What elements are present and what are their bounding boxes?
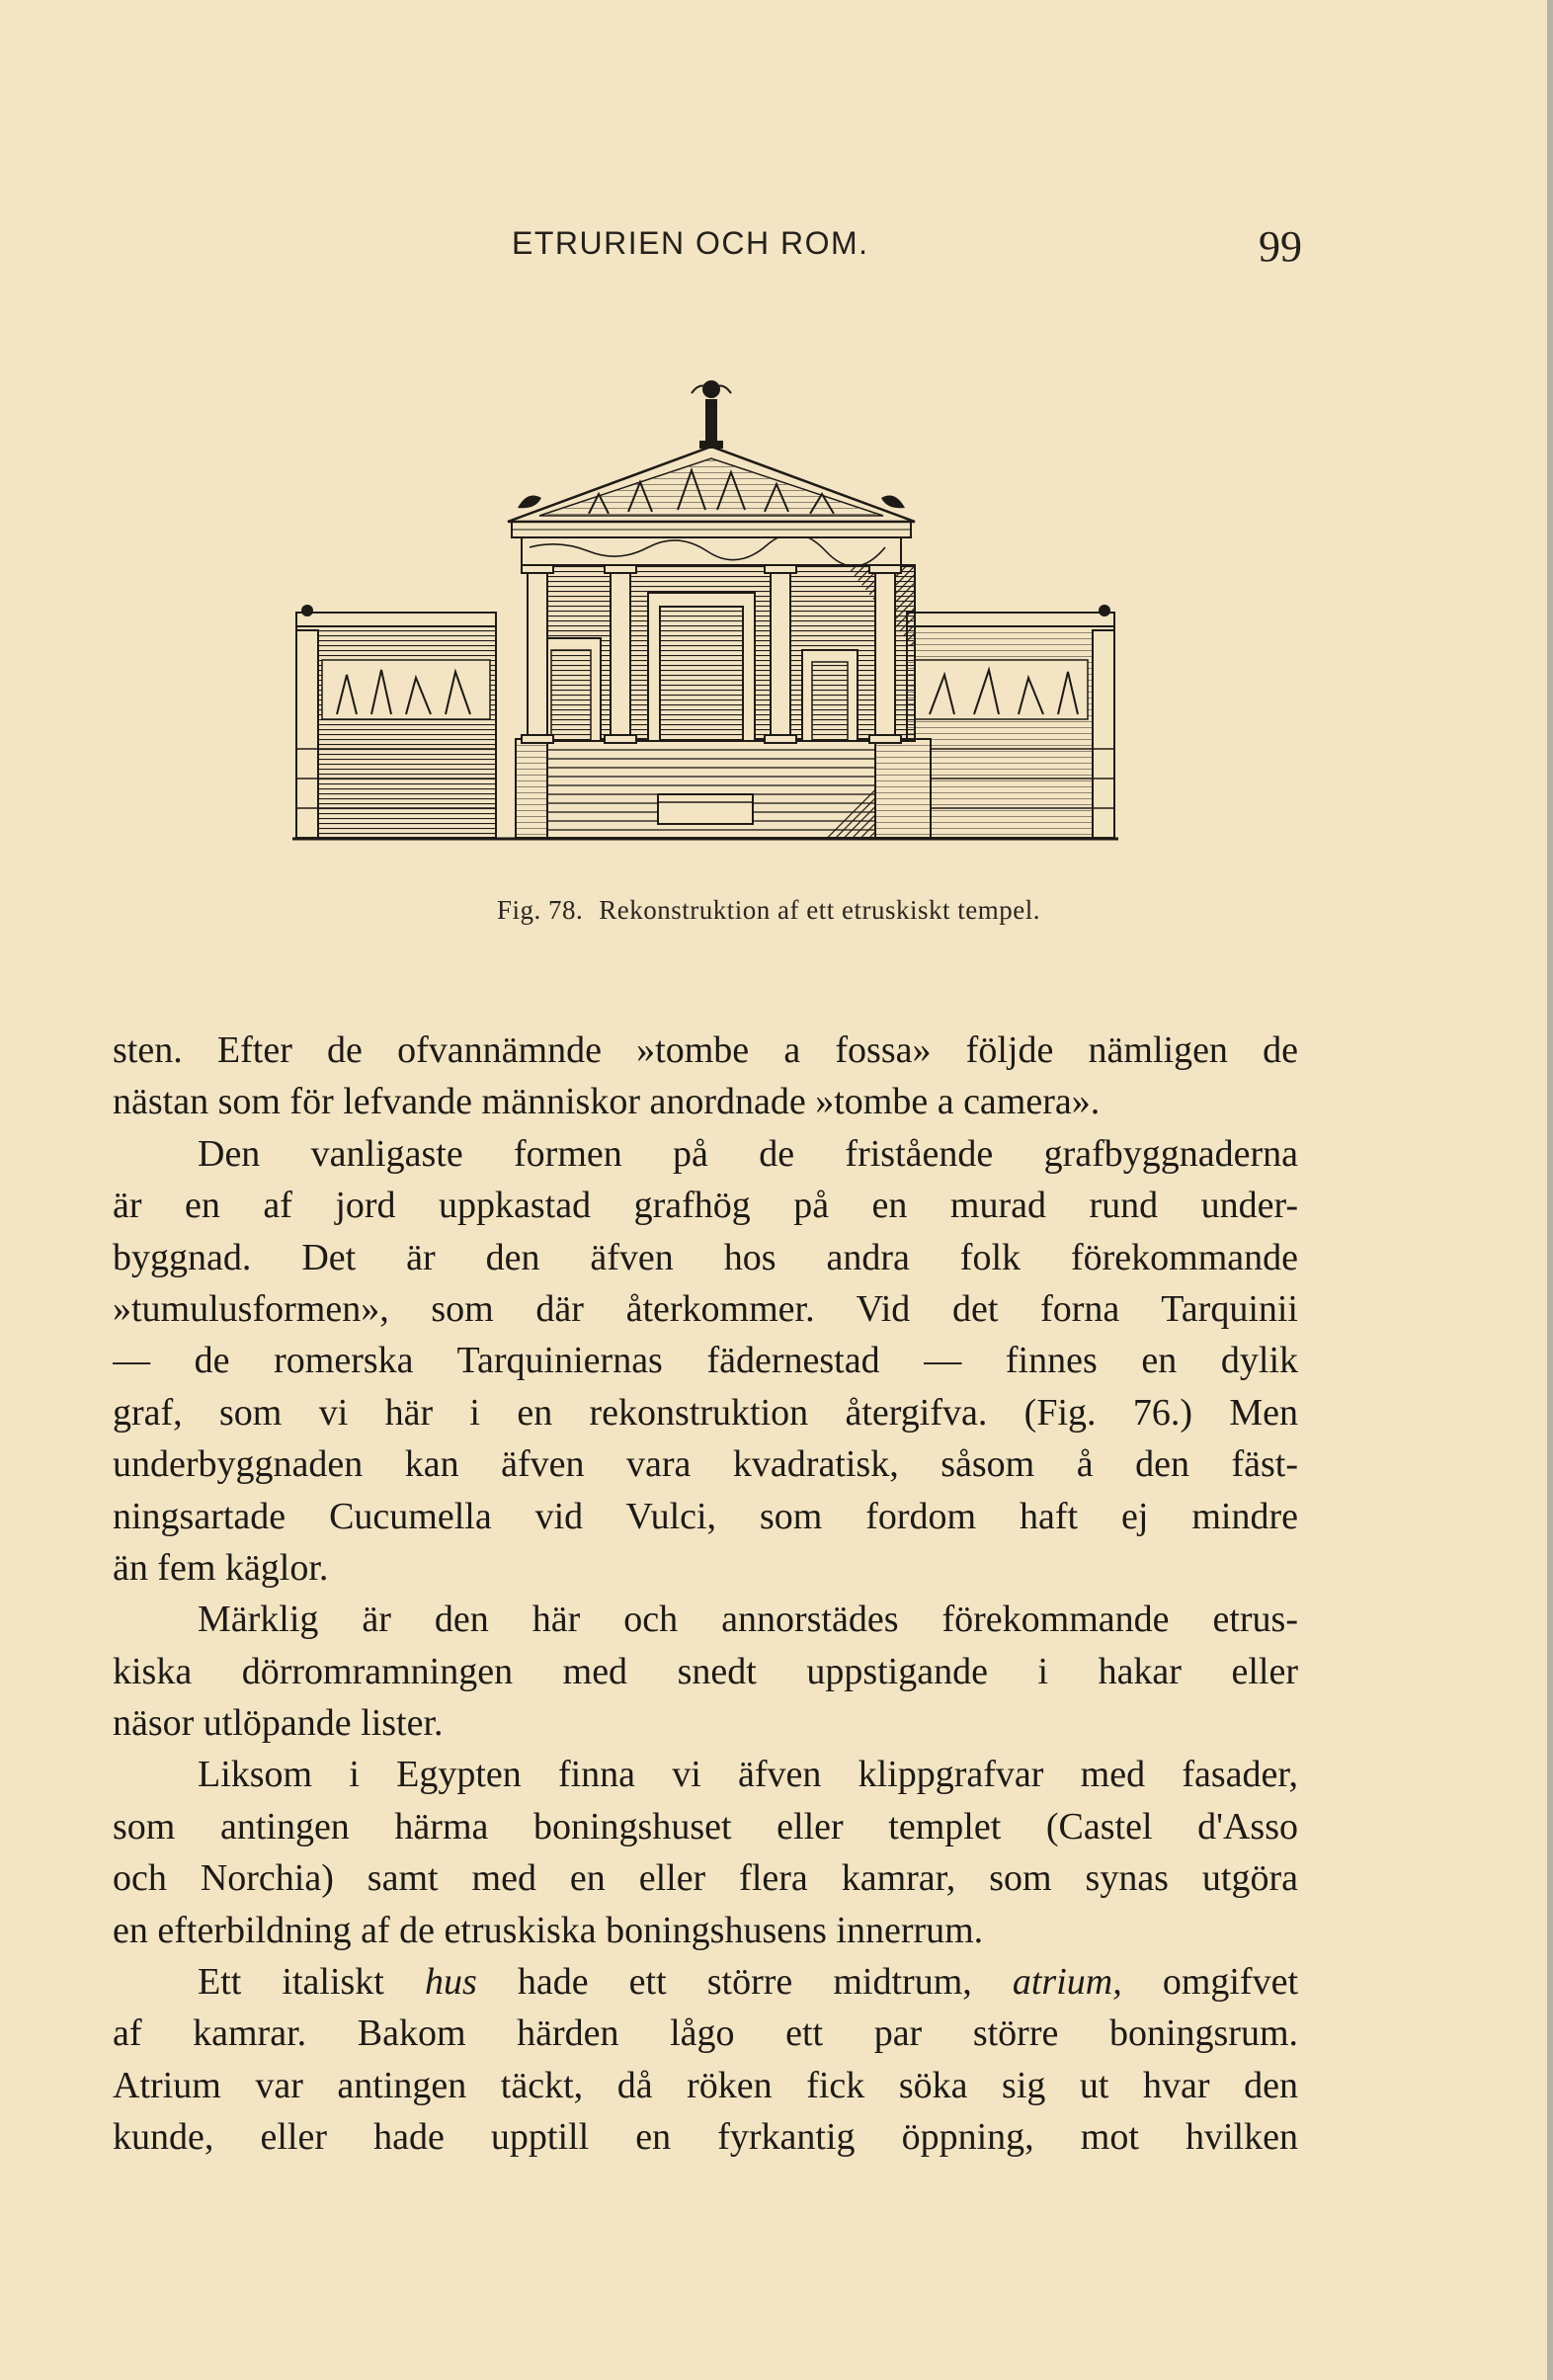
running-title: ETRURIEN OCH ROM. xyxy=(512,225,869,261)
caption-label: Fig. 78. xyxy=(497,895,584,925)
text-line: Atrium var antingen täckt, då röken fick söka sig ut hvar den xyxy=(113,2064,1298,2106)
text-segment: Ett italiskt xyxy=(198,1961,384,2004)
text-line: »tumulusformen», som där återkommer. Vid det forna Tarquinii xyxy=(113,1287,1298,1330)
text-line: en efterbildning af de etruskiska boningshusens innerrum. xyxy=(113,1909,984,1951)
temple-illustration xyxy=(292,324,1118,844)
text-line-mixed xyxy=(113,1956,1298,2008)
term-hus: hus xyxy=(424,1961,477,2004)
text-line: kiska dörromramningen med snedt uppstigande i hakar eller xyxy=(113,1650,1298,1692)
text-line: underbyggnaden kan äfven vara kvadratisk, såsom å den fäst- xyxy=(113,1443,1298,1486)
running-head xyxy=(0,219,1553,279)
text-line: Liksom i Egypten finna vi äfven klippgrafvar med fasader, xyxy=(198,1754,1298,1796)
text-line: Märklig är den här och annorstädes förekommande etrus- xyxy=(198,1599,1298,1641)
term-atrium: atrium, xyxy=(1012,1961,1122,2004)
page-number: 99 xyxy=(1259,222,1302,271)
text-line: näsor utlöpande lister. xyxy=(113,1702,444,1745)
text-line: byggnad. Det är den äfven hos andra folk förekommande xyxy=(113,1236,1298,1278)
caption-text: Rekonstruktion af ett etruskiskt tempel. xyxy=(599,895,1040,925)
text-line: sten. Efter de ofvannämnde »tombe a fossa» följde nämligen de xyxy=(113,1029,1298,1071)
text-line: och Norchia) samt med en eller flera kamrar, som synas utgöra xyxy=(113,1857,1298,1900)
page-edge xyxy=(1547,0,1553,2380)
text-line: än fem käglor. xyxy=(113,1546,329,1589)
text-line: nästan som för lefvande människor anordnade »tombe a camera». xyxy=(113,1081,1101,1123)
text-segment: omgifvet xyxy=(1162,1961,1298,2004)
text-segment: hade ett större midtrum, xyxy=(517,1961,972,2004)
body-text xyxy=(113,1025,1298,2164)
text-line: — de romerska Tarquiniernas fädernestad — finnes en dylik xyxy=(113,1340,1298,1382)
text-line: som antingen härma boningshuset eller templet (Castel d'Asso xyxy=(113,1805,1298,1847)
text-line: af kamrar. Bakom härden lågo ett par större boningsrum. xyxy=(113,2012,1298,2055)
text-line: graf, som vi här i en rekonstruktion återgifva. (Fig. 76.) Men xyxy=(113,1391,1298,1434)
text-line: Den vanligaste formen på de fristående grafbyggnaderna xyxy=(198,1132,1298,1175)
text-line: är en af jord uppkastad grafhög på en murad rund under- xyxy=(113,1185,1298,1227)
figure-caption xyxy=(0,895,1553,926)
text-line: ningsartade Cucumella vid Vulci, som fordom haft ej mindre xyxy=(113,1495,1298,1537)
text-line: kunde, eller hade upptill en fyrkantig öppning, mot hvilken xyxy=(113,2116,1298,2159)
